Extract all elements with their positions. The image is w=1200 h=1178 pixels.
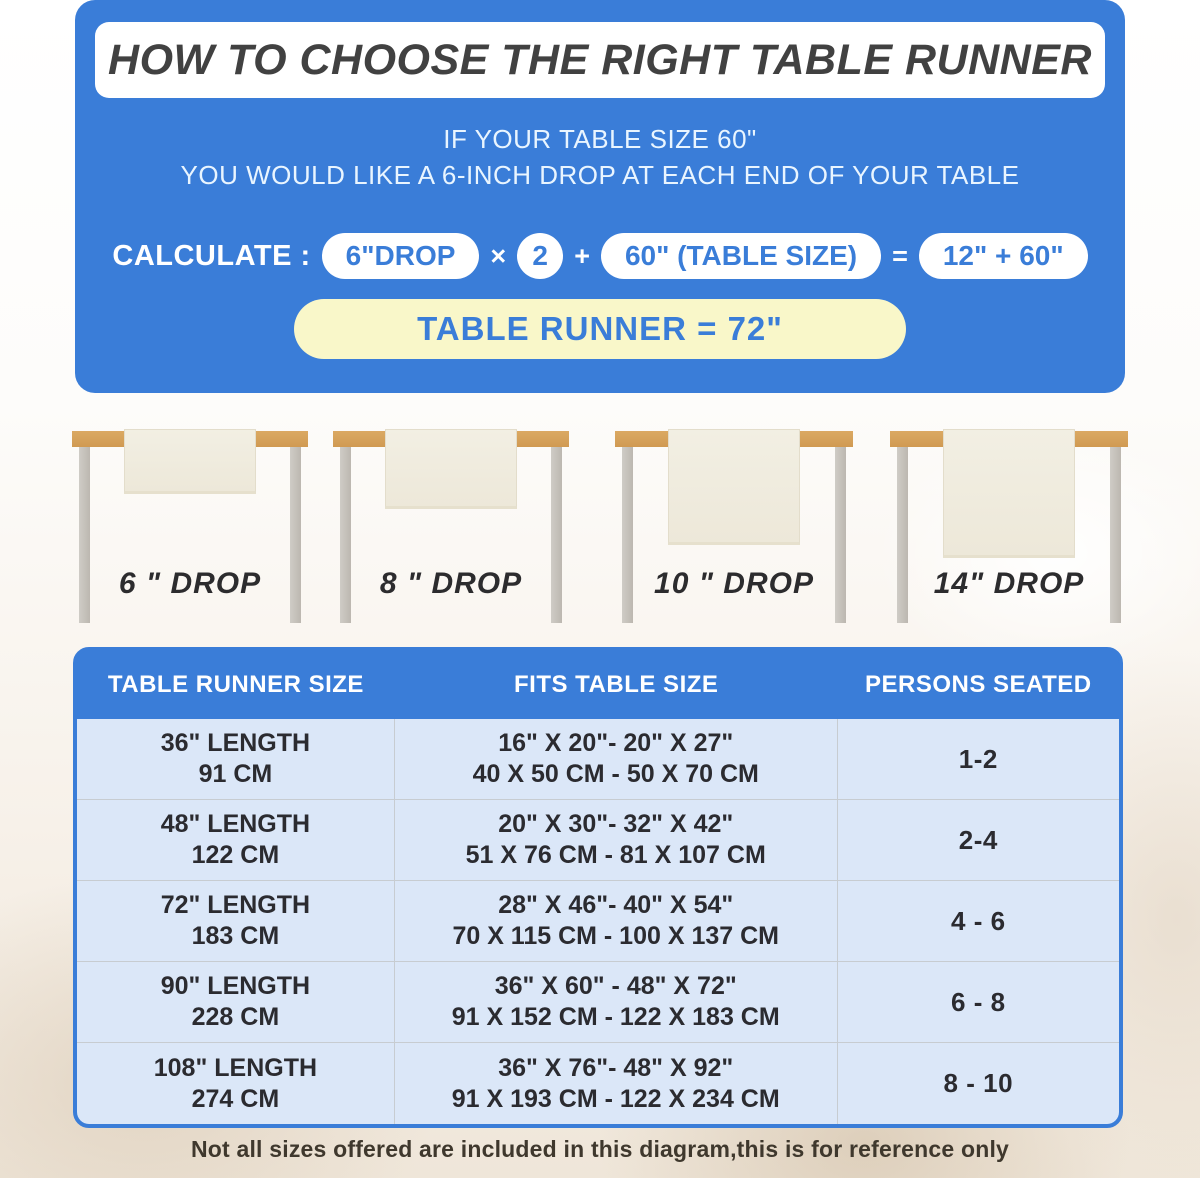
times-sign: × [490,240,507,271]
fits-size-inches: 36" X 76"- 48" X 92" [498,1053,734,1082]
persons-seated-cell: 6 - 8 [951,986,1006,1017]
persons-seated-cell: 2-4 [958,824,998,855]
page-title: HOW TO CHOOSE THE RIGHT TABLE RUNNER [108,35,1092,84]
fits-table-size-cell [395,962,838,1042]
runner-length-inches: 108" LENGTH [153,1053,318,1082]
drop-label: 6 " DROP [118,567,262,600]
calculate-label: CALCULATE : [112,239,311,272]
fits-size-cm: 91 X 152 CM - 122 X 183 CM [451,1003,780,1031]
persons-seated-cell: 1-2 [958,743,998,774]
fits-table-size-cell [395,800,838,880]
table-runner-drape [385,429,517,509]
size-chart-table [73,647,1123,1128]
size-chart-header-row [77,651,1119,719]
table-runner-drape [943,429,1075,558]
fits-table-size-cell [395,881,838,961]
runner-size-cell [77,719,395,799]
instruction-panel [75,0,1125,393]
runner-length-cm: 228 CM [191,1003,280,1031]
runner-length-cm: 183 CM [191,922,280,950]
runner-size-cell [77,962,395,1042]
table-size-pill: 60" (TABLE SIZE) [601,233,881,280]
persons-seated-cell: 4 - 6 [951,905,1006,936]
runner-length-inches: 36" LENGTH [160,729,311,757]
subtitle-line-1: IF YOUR TABLE SIZE 60" [443,124,757,154]
size-chart-body [77,719,1119,1124]
runner-size-cell [77,881,395,961]
subtitle-line-2: YOU WOULD LIKE A 6-INCH DROP AT EACH END OF YOUR TABLE [180,160,1020,190]
table-row [77,800,1119,881]
runner-length-inches: 72" LENGTH [160,891,311,919]
persons-seated-cell: 8 - 10 [943,1068,1014,1099]
table-runner-drape [124,429,256,494]
runner-length-inches: 48" LENGTH [160,810,311,838]
runner-length-inches: 90" LENGTH [160,972,311,1000]
runner-result-pill: TABLE RUNNER = 72" [294,299,906,359]
fits-size-cm: 91 X 193 CM - 122 X 234 CM [451,1084,780,1113]
fits-size-cm: 70 X 115 CM - 100 X 137 CM [452,922,779,950]
title-banner [95,22,1105,98]
runner-size-cell [77,1043,395,1124]
fits-table-size-cell [395,1043,838,1124]
table-illustration-14in [890,425,1128,630]
runner-length-cm: 91 CM [198,760,273,788]
drop-examples-section [0,425,1200,630]
table-illustration-10in [615,425,853,630]
runner-size-cell [77,800,395,880]
drop-label: 8 " DROP [379,567,523,600]
fits-size-cm: 51 X 76 CM - 81 X 107 CM [465,841,766,869]
fits-size-inches: 28" X 46"- 40" X 54" [498,891,734,919]
plus-sign: + [574,240,590,271]
table-illustration-8in [333,425,569,630]
table-row [77,1043,1119,1124]
table-row [77,962,1119,1043]
column-header-runner-size: TABLE RUNNER SIZE [107,671,364,698]
runner-length-cm: 274 CM [191,1084,280,1113]
fits-size-inches: 36" X 60" - 48" X 72" [494,972,737,1000]
calculation-formula [75,231,1125,281]
drop-label: 14" DROP [933,567,1085,600]
table-runner-drape [668,429,800,545]
sum-pill: 12" + 60" [919,233,1088,280]
drop-value-pill: 6"DROP [322,233,480,280]
table-illustration-6in [72,425,308,630]
column-header-persons-seated: PERSONS SEATED [865,671,1092,698]
fits-size-inches: 16" X 20"- 20" X 27" [498,729,734,757]
fits-size-cm: 40 X 50 CM - 50 X 70 CM [472,760,759,788]
multiplier-badge: 2 [517,233,563,279]
disclaimer-note: Not all sizes offered are included in this diagram,this is for reference only [190,1136,1010,1162]
equals-sign: = [892,240,908,271]
runner-length-cm: 122 CM [191,841,280,869]
column-header-fits-table-size: FITS TABLE SIZE [514,671,719,698]
fits-table-size-cell [395,719,838,799]
fits-size-inches: 20" X 30"- 32" X 42" [498,810,734,838]
table-row [77,881,1119,962]
drop-label: 10 " DROP [654,567,814,600]
table-row [77,719,1119,800]
